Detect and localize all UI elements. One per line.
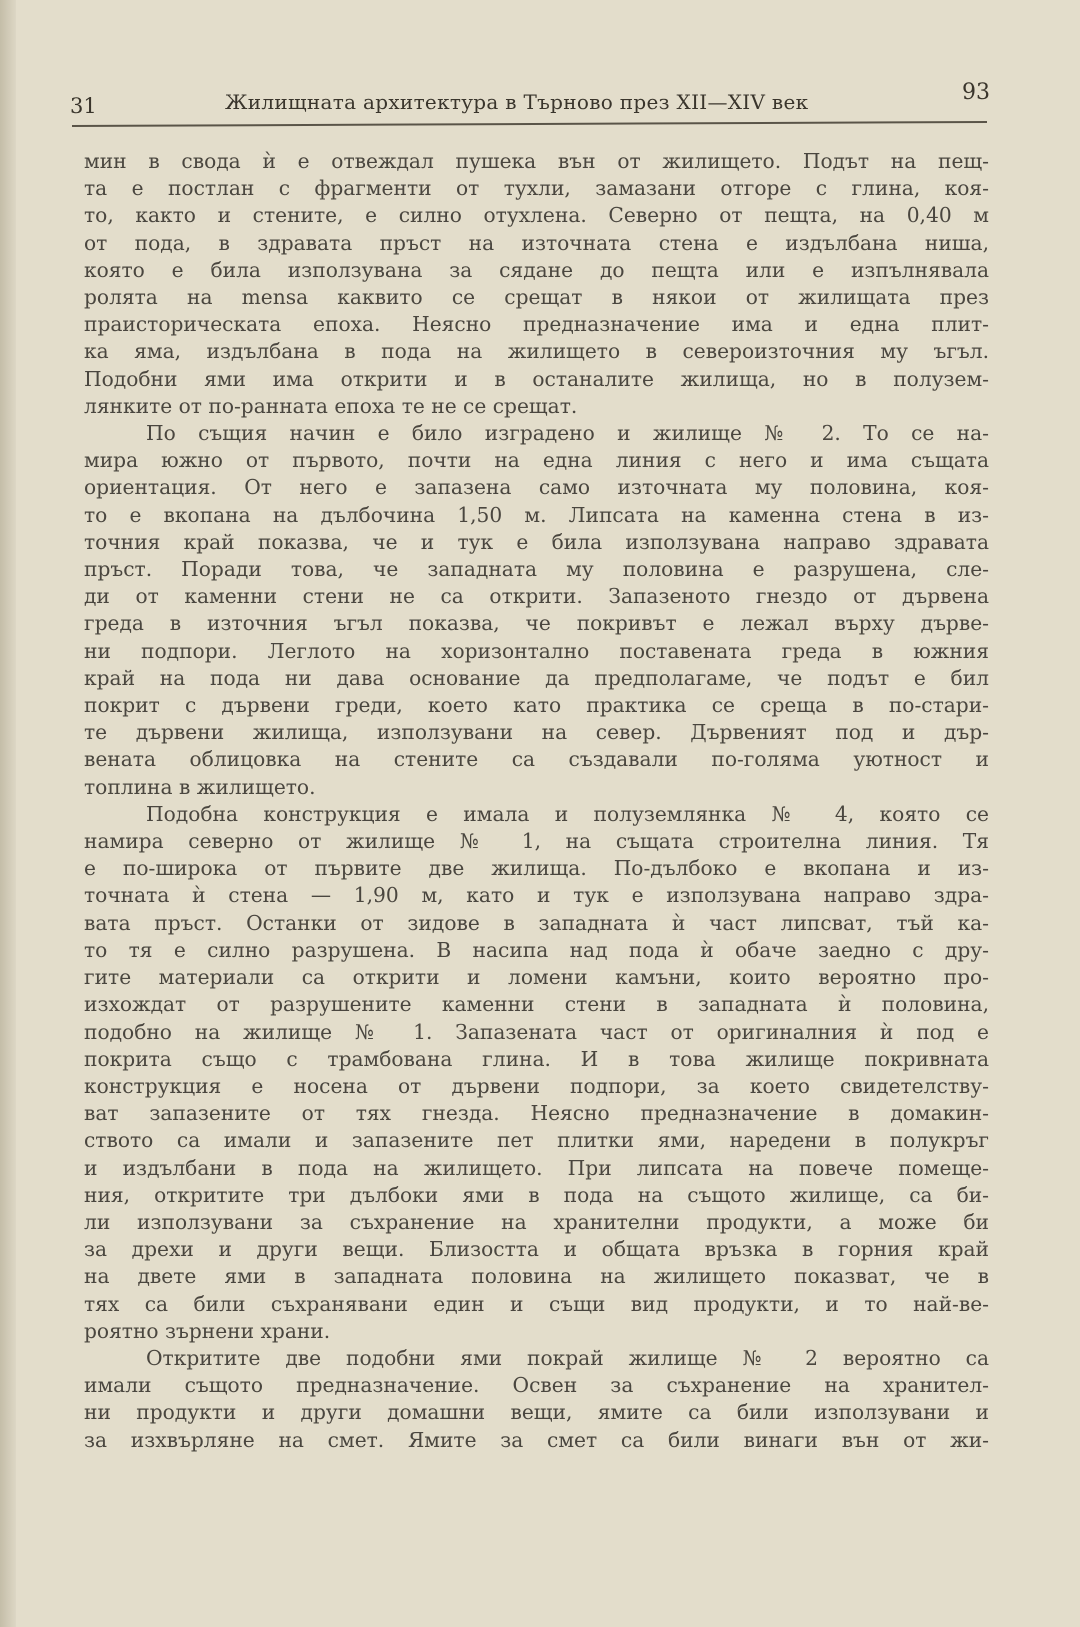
text-line: край на пода ни дава основание да предполагаме, че подът е бил	[84, 665, 989, 690]
text-line: изхождат от разрушените каменни стени в западната ѝ половина,	[84, 992, 989, 1017]
text-line: праисторическата епоха. Неясно предназначение има и една плит-	[84, 312, 989, 337]
text-line: мира южно от първото, почти на една линия с него и има същата	[84, 448, 989, 473]
text-line: ват запазените от тях гнезда. Неясно предназначение в домакин-	[84, 1101, 989, 1126]
text-line: греда в източния ъгъл показва, че покривът е лежал върху дърве-	[84, 611, 989, 636]
text-line: ди от каменни стени не са открити. Запазеното гнездо от дървена	[84, 584, 989, 609]
page-binding-edge	[0, 0, 16, 1627]
text-line: която е била използувана за сядане до пещта или е изпълнявала	[84, 257, 989, 282]
body-text	[84, 148, 989, 1454]
text-line: е по-широка от първите две жилища. По-дълбоко е вкопана и из-	[84, 856, 989, 881]
text-line: намира северно от жилище № 1, на същата строителна линия. Тя	[84, 829, 989, 854]
text-line: ството са имали и запазените пет плитки ями, наредени в полукръг	[84, 1128, 989, 1153]
text-line: Подобни ями има открити и в останалите жилища, но в полузем-	[84, 366, 989, 391]
running-title: Жилищната архитектура в Търново през XII—XIV век	[225, 90, 809, 114]
text-line: вата пръст. Останки от зидове в западната ѝ част липсват, тъй ка-	[84, 910, 989, 935]
text-line: покрит с дървени греди, което като практика се среща в по-стари-	[84, 693, 989, 718]
right-page-number: 93	[962, 80, 990, 105]
text-line: вената облицовка на стените са създавали по-голяма уютност и	[84, 747, 989, 772]
text-line: пръст. Поради това, че западната му половина е разрушена, сле-	[84, 557, 989, 582]
text-line: конструкция е носена от дървени подпори, за което свидетелству-	[84, 1073, 989, 1098]
text-line: ориентация. От него е запазена само източната му половина, коя-	[84, 475, 989, 500]
text-line: от пода, в здравата пръст на източната стена е издълбана ниша,	[84, 230, 989, 255]
text-line: точната ѝ стена — 1,90 м, като и тук е използувана направо здра-	[84, 883, 989, 908]
text-line: и издълбани в пода на жилището. При липсата на повече помеще-	[84, 1155, 989, 1180]
text-line: ни подпори. Леглото на хоризонтално поставената греда в южния	[84, 638, 989, 663]
left-page-number: 31	[70, 94, 97, 118]
paragraph-start-line: Подобна конструкция е имала и полуземлянка № 4, която се	[146, 801, 989, 826]
text-line: то тя е силно разрушена. В насипа над пода ѝ обаче заедно с дру-	[84, 937, 989, 962]
text-line: тях са били съхранявани един и същи вид продукти, и то най-ве-	[84, 1291, 989, 1316]
paragraph-start-line: По същия начин е било изградено и жилище № 2. То се на-	[146, 421, 989, 446]
text-line: подобно на жилище № 1. Запазената част от оригиналния ѝ под е	[84, 1019, 989, 1044]
text-line: ния, откритите три дълбоки ями в пода на същото жилище, са би-	[84, 1182, 989, 1207]
text-line: то, както и стените, е силно отухлена. Северно от пещта, на 0,40 м	[84, 203, 989, 228]
paragraph-start-line: Откритите две подобни ями покрай жилище № 2 вероятно са	[146, 1345, 989, 1370]
text-line: гите материали са открити и ломени камъни, които вероятно про-	[84, 965, 989, 990]
text-line: то е вкопана на дълбочина 1,50 м. Липсата на каменна стена в из-	[84, 502, 989, 527]
text-line: покрита също с трамбована глина. И в това жилище покривната	[84, 1046, 989, 1071]
text-line: ли използувани за съхранение на хранителни продукти, а може би	[84, 1209, 989, 1234]
text-line: имали същото предназначение. Освен за съхранение на хранител-	[84, 1373, 989, 1398]
text-line: та е постлан с фрагменти от тухли, замазани отгоре с глина, коя-	[84, 176, 989, 201]
text-line: топлина в жилището.	[84, 774, 316, 799]
text-line: ролята на mensa каквито се срещат в някои от жилищата през	[84, 285, 989, 310]
text-line: ни продукти и други домашни вещи, ямите са били използувани и	[84, 1400, 989, 1425]
text-line: ка яма, издълбана в пода на жилището в североизточния му ъгъл.	[84, 339, 989, 364]
text-line: на двете ями в западната половина на жилището показват, че в	[84, 1264, 989, 1289]
text-line: роятно зърнени храни.	[84, 1318, 331, 1343]
text-line: мин в свода ѝ е отвеждал пушека вън от жилището. Подът на пещ-	[84, 149, 989, 173]
text-line: точния край показва, че и тук е била използувана направо здравата	[84, 529, 989, 554]
text-line: за изхвърляне на смет. Ямите за смет са били винаги вън от жи-	[84, 1427, 989, 1452]
text-line: те дървени жилища, използувани на север. Дървеният под и дър-	[84, 720, 989, 745]
page-header	[70, 80, 990, 126]
text-line: лянките от по-ранната епоха те не се срещат.	[84, 393, 578, 418]
text-line: за дрехи и други вещи. Близостта и общата връзка в горния край	[84, 1237, 989, 1262]
